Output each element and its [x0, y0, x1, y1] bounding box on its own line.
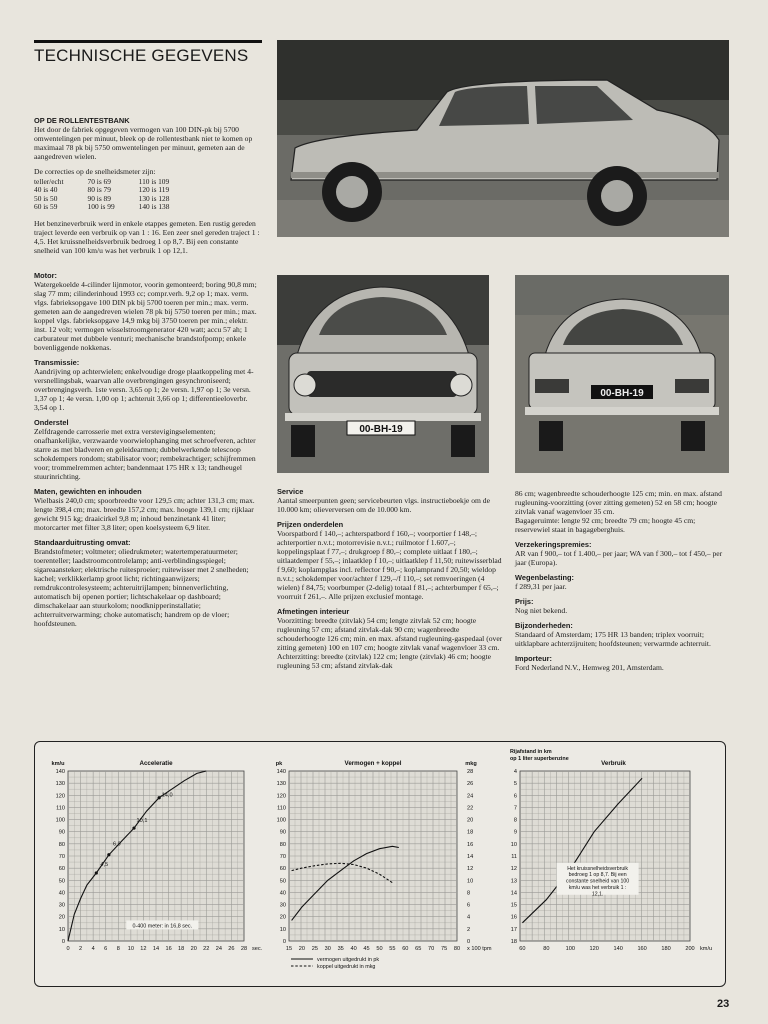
- annotation-text: km/u was het verbruik 1 :: [568, 884, 627, 891]
- x-tick-label: 80: [543, 946, 550, 952]
- y-tick-label: 18: [510, 939, 517, 945]
- car-front-illustration: [277, 275, 489, 473]
- y-tick-label: 100: [276, 817, 286, 824]
- legend-label: vermogen uitgedrukt in pk: [317, 957, 380, 963]
- section-text: 86 cm; wagenbreedte schouderhoogte 125 cm; min. en max. afstand rugleuning-voorzitting (over zitting gemeten) 52 en 58 cm; hoogte zitvlak vanaf wagenvloer 35 cm.: [515, 489, 722, 516]
- section-text: AR van f 900,– tot f 1.400,– per jaar; WA van f 300,– tot f 450,– per jaar (Europa).: [515, 549, 723, 567]
- y-tick-label: 60: [58, 866, 65, 873]
- section-text: Zelfdragende carrosserie met extra verstevigingselementen; onafhankelijke, verzwaarde voorwielophanging met schroefveren, achter starre as met bladveren en geleidearmen; dubbelwerkende telescoop schokdempers rondom; stabilisator voor; rembekrachtiger; schijfremmen voor; trommelremmen achter; bandenmaat 175 HR x 13; tandheugel stuurinrichting.: [34, 426, 256, 481]
- car-rear-photo: [515, 275, 729, 473]
- y-tick-label: 0: [61, 939, 65, 945]
- annotation-text: 0-400 meter: in 16,8 sec.: [132, 923, 193, 930]
- y-tick-label: 140: [55, 769, 65, 775]
- right-column: [515, 489, 729, 672]
- y-tick-label: 20: [58, 914, 65, 921]
- charts-svg: [35, 742, 725, 986]
- x-tick-label: 15: [285, 946, 293, 952]
- y-axis-label: op 1 liter superbenzine: [510, 756, 569, 762]
- annotation-text: constante snelheid van 100: [566, 878, 630, 885]
- x-tick-label: 80: [453, 946, 461, 952]
- y-tick-label: 100: [55, 817, 65, 824]
- y2-tick-label: 20: [467, 817, 474, 824]
- y-tick-label: 5: [513, 781, 517, 788]
- y-tick-label: 30: [58, 902, 65, 909]
- y2-tick-label: 14: [467, 854, 474, 860]
- charts-panel: [34, 741, 726, 987]
- y2-tick-label: 0: [467, 939, 471, 945]
- data-point: [107, 853, 110, 856]
- car-side-illustration: [277, 40, 729, 237]
- y-tick-label: 12: [510, 866, 517, 873]
- y2-tick-label: 28: [467, 769, 474, 775]
- chart-title: Vermogen + koppel: [344, 760, 402, 767]
- table-row: 50 is 50 90 is 89 130 is 128: [34, 193, 170, 203]
- rollentest-text: Het door de fabriek opgegeven vermogen van 100 DIN-pk bij 5700 omwentelingen per minuut, bleek op de rollentestbank niet te komen op maximaal 78 pk bij 5750 omwentelingen per minuut, gemeten aan de aangedreven wielen.: [34, 125, 253, 161]
- y-tick-label: 11: [511, 854, 517, 860]
- y2-tick-label: 6: [467, 902, 471, 909]
- x-tick-label: 120: [589, 946, 599, 952]
- y-tick-label: 13: [510, 878, 517, 885]
- section-text: f 289,31 per jaar.: [515, 582, 567, 591]
- section-heading: Prijs:: [515, 597, 534, 606]
- left-column: [34, 110, 262, 628]
- y2-tick-label: 22: [467, 805, 474, 812]
- x-tick-label: 60: [519, 946, 526, 952]
- x-tick-label: 4: [91, 946, 95, 952]
- x-tick-label: 140: [613, 946, 623, 952]
- x-tick-label: 60: [402, 946, 409, 952]
- annotation-text: Het kruissnelheidsverbruik: [567, 865, 629, 872]
- rear-license-plate: 00-BH-19: [600, 388, 644, 399]
- car-side-photo: [277, 40, 729, 237]
- y-tick-label: 60: [279, 866, 286, 873]
- x-tick-label: 25: [311, 946, 318, 952]
- x-tick-label: 16: [165, 946, 172, 952]
- y-tick-label: 16: [510, 914, 517, 921]
- x-tick-label: 28: [240, 946, 248, 952]
- car-rear-illustration: [515, 275, 729, 473]
- data-point: [132, 826, 135, 829]
- section-text: Voorzitting: breedte (zitvlak) 54 cm; lengte zitvlak 52 cm; hoogte rugleuning 57 cm; afstand zitvlak-dak 90 cm; wagenbreedte schouderhoogte 126 cm; min. en max. afstand rugleuning-gaspedaal (over zitting gemeten) 100 en 107 cm; hoogte zitvlak vanaf wagenvloer 33 cm. Achterzitting: breedte (zitvlak) 122 cm; lengte (zitvlak) 46 cm; hoogte rugleuning 53 cm; afstand zitvlak-dak: [277, 616, 503, 670]
- y2-tick-label: 12: [467, 866, 474, 873]
- y-tick-label: 10: [510, 841, 517, 848]
- data-label: 6,9: [112, 841, 121, 848]
- section-heading: Motor:: [34, 270, 57, 280]
- y-tick-label: 80: [279, 841, 286, 848]
- section-text: Watergekoelde 4-cilinder lijnmotor, voorin gemonteerd; boring 90,8 mm; slag 77 mm; cilinderinhoud 1993 cc; compr.verh. 9,2 op 1; max. verm. vlgs. fabrieksopgave 100 DIN pk bij 5700 toeren per min.; max. verm. gemeten aan de aangedreven wielen 78 pk bij 5750 toeren per min.; max. koppel vlgs. fabrieksopgave 14,9 mkg bij 3750 toeren per min.; elektr. inst. 12 volt; vermogen wisselstroomgenerator 420 watt; accu 57 ah; 1 carburateur met dubbele venturi; mechanische brandstofpomp; enkele bovenliggende nokkenas.: [34, 279, 257, 352]
- y-tick-label: 140: [276, 769, 286, 775]
- y-tick-label: 90: [279, 829, 286, 836]
- section-text: Ford Nederland N.V., Hemweg 201, Amsterdam.: [515, 663, 664, 672]
- y-tick-label: 110: [277, 805, 286, 812]
- y-tick-label: 90: [58, 829, 65, 836]
- x-tick-label: 45: [363, 946, 370, 952]
- x-tick-label: 12: [140, 946, 147, 952]
- data-label: 10,1: [136, 818, 148, 825]
- x-tick-label: 0: [66, 946, 70, 952]
- x-tick-label: 14: [152, 946, 160, 952]
- y2-tick-label: 10: [467, 878, 474, 885]
- y-axis-label: km/u: [51, 761, 65, 767]
- data-label: 14,0: [161, 792, 173, 799]
- x-tick-label: 50: [376, 946, 383, 952]
- y-tick-label: 17: [510, 926, 517, 933]
- y-tick-label: 14: [510, 890, 517, 897]
- y-tick-label: 70: [58, 854, 65, 860]
- section-heading: Importeur:: [515, 654, 552, 663]
- x-tick-label: 8: [116, 946, 120, 952]
- section-text: Aantal smeerpunten geen; servicebeurten vlgs. instructieboekje om de 10.000 km; olieverversen om de 10.000 km.: [277, 496, 490, 514]
- annotation-text: bedroeg 1 op 8,7. Bij een: [568, 872, 627, 879]
- y-tick-label: 7: [513, 805, 517, 812]
- front-license-plate: 00-BH-19: [359, 424, 403, 435]
- section-heading: Prijzen onderdelen: [277, 520, 344, 529]
- y-tick-label: 70: [279, 854, 286, 860]
- y2-tick-label: 2: [467, 926, 471, 933]
- table-row: 60 is 59 100 is 99 140 is 138: [34, 202, 170, 212]
- section-heading: Verzekeringspremies:: [515, 540, 592, 549]
- x-tick-label: 24: [215, 946, 222, 952]
- y2-tick-label: 16: [467, 841, 474, 848]
- data-point: [158, 796, 161, 799]
- y-tick-label: 8: [513, 817, 517, 824]
- y-tick-label: 30: [279, 902, 286, 909]
- x-tick-label: 40: [350, 946, 357, 952]
- section-heading: Transmissie:: [34, 357, 80, 367]
- section-text: Voorspatbord f 140,–; achterspatbord f 160,–; voorportier f 148,–; achterportier n.v.t.; motorrevisie n.v.t.; ruilmotor f 1.607,–; koppelingsplaat f 77,–; drukgroep f 80,–; complete uitlaat f 180,–; uitlaatdemper f 55,–; inlaatklep f 10,–; uitlaatklep f 11,50; ruitewisserblad f 9,60; koplampglas incl. reflector f 90,–; koplamprand f 20,50; wieldop n.v.t.; schokdemper voor/achter f 129,–/f 110,–; set remvoeringen (4 wielen) f 84,75; voorbumper (2-delig) totaal f 81,–; achterbumper f 65,–; voorruit f 261,–. Alle prijzen exclusief montage.: [277, 529, 502, 601]
- bagage-text: Bagageruimte: lengte 92 cm; breedte 79 cm; hoogte 45 cm; reservewiel staat in bagageberghuis.: [515, 516, 696, 534]
- rollentest-heading: OP DE ROLLENTESTBANK: [34, 116, 130, 125]
- y-tick-label: 9: [513, 829, 517, 836]
- x-tick-label: 65: [415, 946, 422, 952]
- y-tick-label: 130: [55, 781, 65, 788]
- x-axis-label: sec.: [252, 946, 263, 952]
- section-heading: Standaarduitrusting omvat:: [34, 537, 131, 547]
- data-label: 4,5: [100, 861, 109, 868]
- section-heading: Wegenbelasting:: [515, 573, 574, 582]
- y-tick-label: 120: [55, 793, 65, 800]
- section-text: Wielbasis 240,0 cm; spoorbreedte voor 129,5 cm; achter 131,3 cm; max. lengte 398,4 cm; max. breedte 157,2 cm; max. hoogte 139,1 cm; rijklaar gewicht 915 kg; draaicirkel 9,8 m; inhoud benzinetank 41 liter; motorcarter met filter 3,8 liter; open koelsysteem 6,9 liter.: [34, 495, 255, 532]
- y-tick-label: 20: [279, 914, 286, 921]
- x-tick-label: 6: [104, 946, 108, 952]
- data-point: [95, 871, 98, 874]
- x-tick-label: 10: [127, 946, 134, 952]
- y-axis-label: pk: [275, 761, 283, 767]
- x-tick-label: 20: [190, 946, 197, 952]
- y-tick-label: 10: [279, 926, 286, 933]
- x-tick-label: 18: [178, 946, 185, 952]
- y2-tick-label: 26: [467, 781, 474, 788]
- x-axis-label: x 100 tpm: [467, 946, 492, 952]
- y-tick-label: 130: [276, 781, 286, 788]
- x-axis-label: km/u: [700, 946, 713, 952]
- section-text: Brandstofmeter; voltmeter; oliedrukmeter; watertemperatuurmeter; toerenteller; laadstroomcontrolelamp; anti-verblindingsspiegel; sigareaansteker; elektrische ruitesproeier; ruitewisser met 2 snelheden; kachel; verklikkerlamp groot licht; richtingaanwijzers; remdrukcontrolesysteem; achteruitrijlampen; binnenverlichting, automatisch bij openen portier; lichtschakelaar op dashboard; dimschakelaar aan stuurkolom; noodknipperinstallatie; achterruitverwarming; choke automatisch; handrem op de vloer; hoofdsteunen.: [34, 546, 249, 628]
- y-axis-label: Rijafstand in km: [510, 749, 552, 755]
- y2-axis-label: mkg: [465, 761, 477, 767]
- page-number: 23: [717, 998, 730, 1010]
- x-tick-label: 70: [428, 946, 435, 952]
- x-tick-label: 30: [324, 946, 331, 952]
- x-tick-label: 55: [389, 946, 396, 952]
- x-tick-label: 26: [228, 946, 235, 952]
- y-tick-label: 40: [279, 890, 286, 897]
- y-tick-label: 6: [513, 793, 517, 800]
- x-tick-label: 100: [565, 946, 575, 952]
- y-tick-label: 120: [276, 793, 286, 800]
- y-tick-label: 0: [282, 939, 286, 945]
- x-tick-label: 22: [203, 946, 210, 952]
- page-title: TECHNISCHE GEGEVENS: [34, 40, 262, 66]
- x-tick-label: 2: [79, 946, 83, 952]
- x-tick-label: 20: [298, 946, 306, 952]
- section-text: Standaard of Amsterdam; 175 HR 13 banden; triplex voorruit; uitklapbare achterzijruiten; hoofdsteunen; verwarmde achterruit.: [515, 630, 711, 648]
- y-tick-label: 4: [513, 769, 517, 775]
- section-heading: Bijzonderheden:: [515, 621, 573, 630]
- table-row: teller/echt 70 is 69 110 is 109: [34, 177, 170, 186]
- y-tick-label: 110: [56, 805, 65, 812]
- chart-title: Acceleratie: [139, 760, 173, 767]
- x-tick-label: 75: [440, 946, 448, 952]
- correction-table: [34, 178, 193, 212]
- y-tick-label: 40: [58, 890, 65, 897]
- x-tick-label: 180: [661, 946, 671, 952]
- section-heading: Onderstel: [34, 417, 69, 427]
- y-tick-label: 15: [510, 902, 517, 909]
- x-tick-label: 200: [685, 946, 695, 952]
- x-tick-label: 160: [637, 946, 647, 952]
- y-tick-label: 10: [58, 926, 65, 933]
- section-heading: Service: [277, 487, 304, 496]
- y-tick-label: 80: [58, 841, 65, 848]
- chart-title: Verbruik: [601, 760, 626, 767]
- section-text: Aandrijving op achterwielen; enkelvoudige droge plaatkoppeling met 4-versnellingsbak, waarvan alle overbrengingen gesynchroniseerd; overbrengingsverh. 1ste versn. 3,65 op 1; 2e versn. 1,97 op 1; 3e versn. 1,37 op 1; 4e versn. 1,00 op 1; achteruit 3,66 op 1; differentieeloverbr. 3,54 op 1.: [34, 366, 254, 412]
- y2-tick-label: 24: [467, 793, 474, 800]
- section-text: Nog niet bekend.: [515, 606, 568, 615]
- table-row: 40 is 40 80 is 79 120 is 119: [34, 185, 170, 195]
- legend-label: koppel uitgedrukt in mkg: [317, 964, 376, 970]
- x-tick-label: 35: [337, 946, 344, 952]
- fuel-text: Het benzineverbruik werd in enkele etappes gemeten. Een rustig gereden traject leverde een verbruik op van 1 : 16. Een zeer snel gereden traject 1 : 4,5. Het kruissnelheidsverbruik bedroeg 1 op 8,7. Bij een constante snelheid van 100 km/u was het verbruik 1 op 12,1.: [34, 218, 260, 255]
- y-tick-label: 50: [58, 878, 65, 885]
- annotation-text: 12,1.: [591, 891, 604, 898]
- middle-column: [277, 487, 505, 670]
- section-heading: Afmetingen interieur: [277, 607, 350, 616]
- section-heading: Maten, gewichten en inhouden: [34, 486, 142, 496]
- car-front-photo: [277, 275, 489, 473]
- correction-intro: De correcties op de snelheidsmeter zijn:: [34, 167, 156, 176]
- y2-tick-label: 4: [467, 914, 471, 921]
- y2-tick-label: 18: [467, 829, 474, 836]
- y2-tick-label: 8: [467, 890, 471, 897]
- y-tick-label: 50: [279, 878, 286, 885]
